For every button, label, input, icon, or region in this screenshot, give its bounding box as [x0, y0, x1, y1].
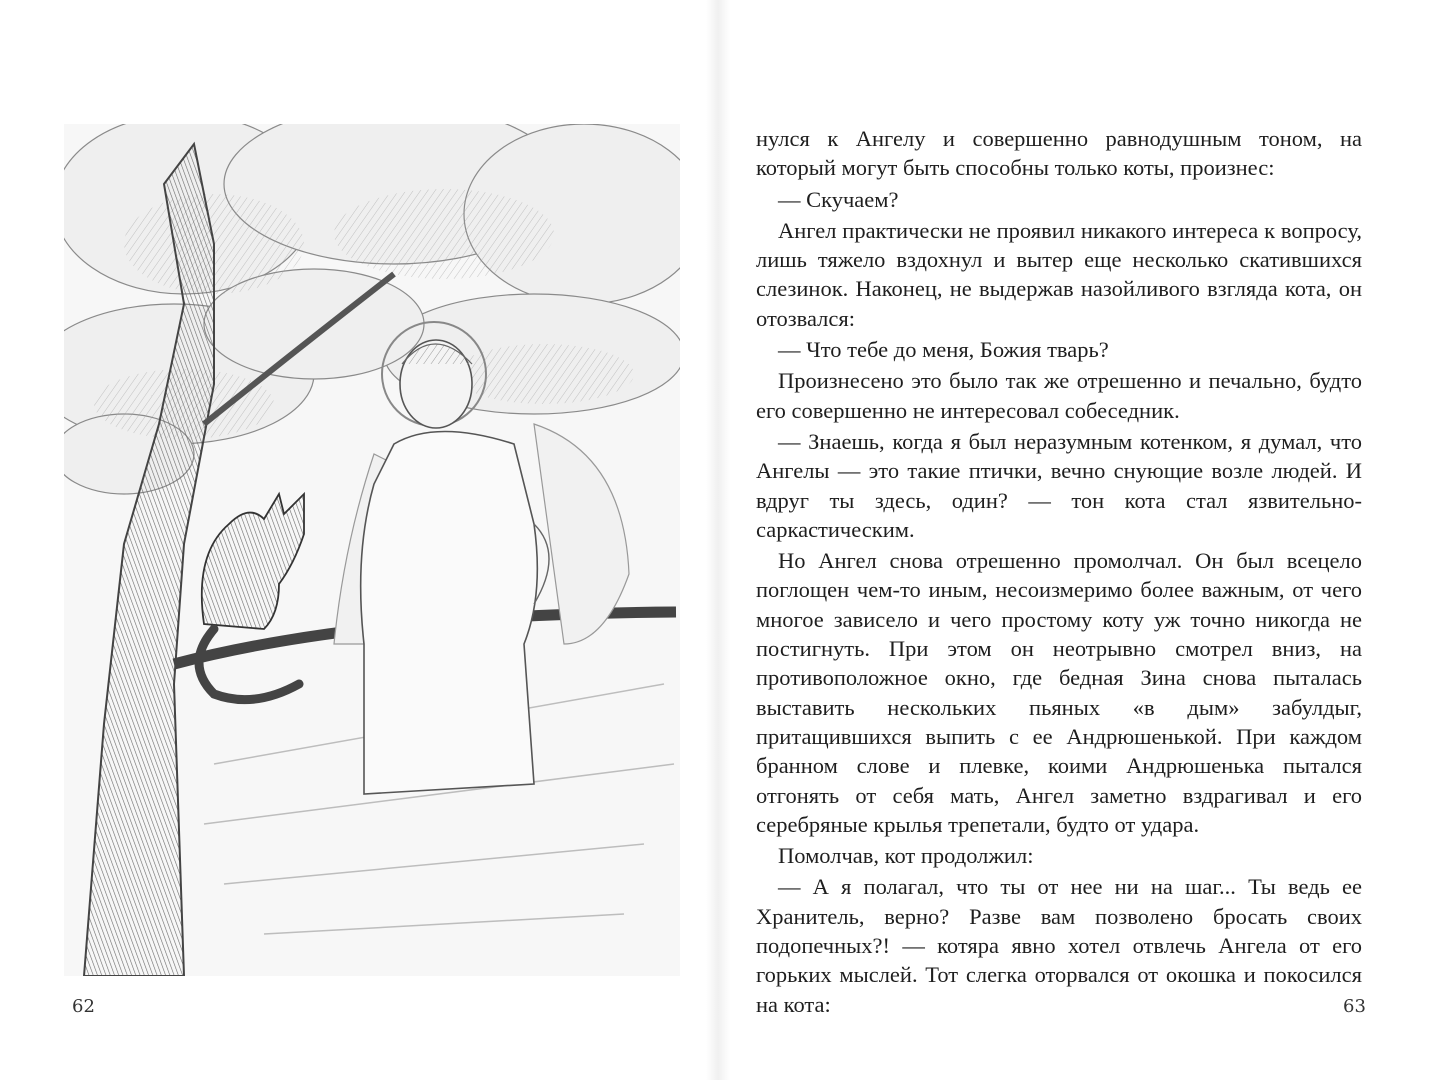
- left-page: [0, 0, 718, 1080]
- paragraph: Помолчав, кот продолжил:: [778, 843, 1034, 869]
- paragraph: Ангел практически не проявил никакого интереса к вопросу, лишь тяжело вздохнул и вытер еще несколько скатившихся слезинок. Наконец, не выдержав назойливого взгляда кота, он отозвался:: [756, 217, 1362, 331]
- paragraph: — Знаешь, когда я был неразумным котенком, я думал, что Ангелы — это такие птички, вечно снующие возле людей. И вдруг ты здесь, один? — тон кота стал язвительно-саркастическим.: [756, 428, 1362, 542]
- paragraph: Но Ангел снова отрешенно промолчал. Он был всецело поглощен чем-то иным, несоизмеримо более важным, от чего многое зависело и чего простому коту уж точно никогда не постигнуть. При этом он неотрывно смотрел вниз, на противоположное окно, где бедная Зина снова пыталась выставить нескольких пьяных «в дым» забулдыг, притащившихся выпить с ее Андрюшенькой. При каждом бранном слове и плевке, коими Андрюшенька пытался отгонять от себя мать, Ангел заметно вздрагивал и его серебряные крылья трепетали, будто от удара.: [756, 548, 1362, 837]
- paragraph: — Что тебе до меня, Божия тварь?: [778, 337, 1109, 363]
- page-number-right: 63: [1343, 996, 1366, 1017]
- body-text: [756, 124, 1362, 1019]
- page-number-left: 62: [72, 996, 95, 1017]
- book-gutter: [706, 0, 730, 1080]
- paragraph: — А я полагал, что ты от нее ни на шаг... Ты ведь ее Хранитель, верно? Разве вам позволено бросать своих подопечных?! — котяра явно хотел отвлечь Ангела от его горьких мыслей. Тот слегка оторвался от окошка и покосился на кота:: [756, 874, 1362, 1017]
- illustration: [64, 124, 680, 976]
- paragraph: Произнесено это было так же отрешенно и печально, будто его совершенно не интересовал собеседник.: [756, 368, 1362, 423]
- paragraph: нулся к Ангелу и совершенно равнодушным тоном, на который могут быть способны только коты, произнес:: [756, 126, 1362, 181]
- paragraph: — Скучаем?: [778, 186, 899, 212]
